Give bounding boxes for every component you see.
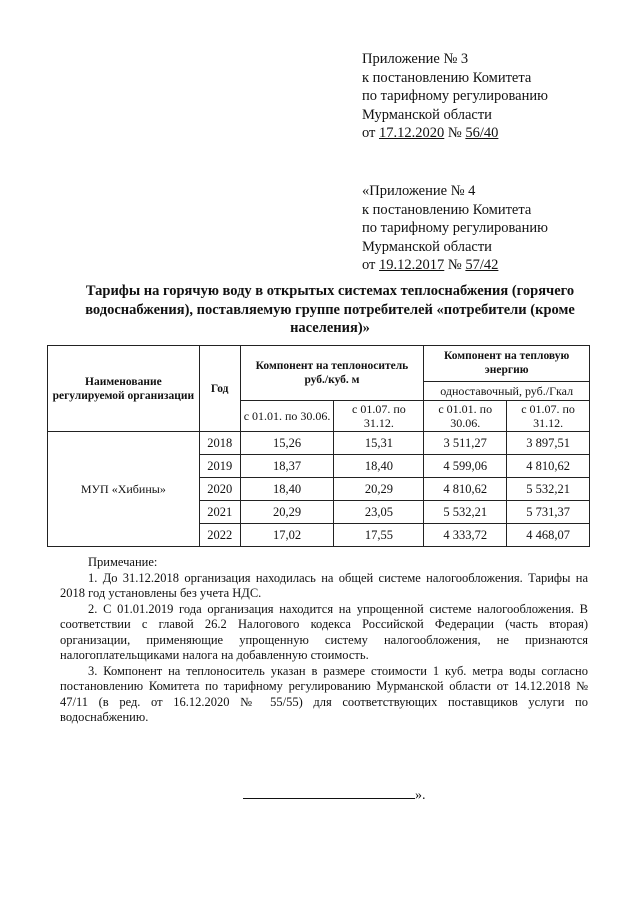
- header-single-rate: одноставочный, руб./Гкал: [424, 381, 590, 400]
- note-1: 1. До 31.12.2018 организация находилась на общей системе налогообложения. Тарифы на 2018 год установлены без учета НДС.: [60, 570, 588, 600]
- document-title: Тарифы на горячую воду в открытых системах теплоснабжения (горячего водоснабжения), поставляемую группе потребителей «потребители (кроме населения)»: [85, 283, 575, 336]
- appendix-3-date-line: от 17.12.2020 № 56/40: [362, 125, 499, 141]
- appendix-3-line3: по тарифному регулированию: [362, 88, 548, 104]
- appendix-3-date: 17.12.2020: [379, 125, 445, 141]
- header-period-1: с 01.01. по 30.06.: [240, 401, 334, 432]
- appendix-3-line2: к постановлению Комитета: [362, 69, 532, 86]
- signature-line: [243, 784, 415, 799]
- appendix-4-line1: «Приложение № 4: [362, 183, 476, 199]
- table-row: 2022 17,02 17,55 4 333,72 4 468,07: [48, 524, 590, 547]
- table-row: 2020 18,40 20,29 4 810,62 5 532,21: [48, 478, 590, 501]
- header-period-4: с 01.07. по 31.12.: [507, 401, 590, 432]
- notes-heading: Примечание:: [88, 555, 158, 569]
- table-row: МУП «Хибины» 2018 15,26 15,31 3 511,27 3 897,51: [48, 432, 590, 455]
- appendix-3-line1: Приложение № 3: [362, 51, 469, 67]
- appendix-4-number: 57/42: [465, 257, 499, 273]
- notes-section: [60, 555, 588, 726]
- tariff-table: [47, 345, 590, 547]
- header-heat-carrier: Компонент на теплоноситель руб./куб. м: [240, 346, 424, 401]
- appendix-4-line2: к постановлению Комитета: [362, 201, 532, 218]
- header-thermal-energy: Компонент на тепловую энергию: [424, 346, 590, 382]
- appendix-4-header: [362, 182, 548, 275]
- header-period-2: с 01.07. по 31.12.: [334, 401, 424, 432]
- table-row: 2019 18,37 18,40 4 599,06 4 810,62: [48, 455, 590, 478]
- appendix-3-line4: Мурманской области: [362, 106, 492, 123]
- header-organization: Наименование регулируемой организации: [48, 346, 200, 432]
- table-row: 2021 20,29 23,05 5 532,21 5 731,37: [48, 501, 590, 524]
- header-period-3: с 01.01. по 30.06.: [424, 401, 507, 432]
- note-2: 2. С 01.01.2019 года организация находится на упрощенной системе налогообложения. В соответствии с главой 26.2 Налогового кодекса Российской Федерации (часть вторая) организации, применяющие упрощенную систему налогообложения, не признаются налогоплательщиками налога на добавленную стоимость.: [60, 601, 588, 662]
- appendix-4-line4: Мурманской области: [362, 238, 492, 255]
- appendix-4-date: 19.12.2017: [379, 257, 445, 273]
- appendix-4-line3: по тарифному регулированию: [362, 220, 548, 236]
- organization-cell: МУП «Хибины»: [48, 432, 200, 547]
- closing-mark: ».: [243, 784, 426, 804]
- appendix-3-number: 56/40: [465, 125, 499, 141]
- appendix-3-header: [362, 50, 548, 143]
- appendix-4-date-line: от 19.12.2017 № 57/42: [362, 257, 499, 273]
- header-year: Год: [199, 346, 240, 432]
- note-3: 3. Компонент на теплоноситель указан в размере стоимости 1 куб. метра воды согласно постановлению Комитета по тарифному регулированию Мурманской области от 14.12.2018 № 47/11 (в ред. от 16.12.2020 № 55/55) для соответствующих поставщиков услуги по водоснабжению.: [60, 663, 588, 724]
